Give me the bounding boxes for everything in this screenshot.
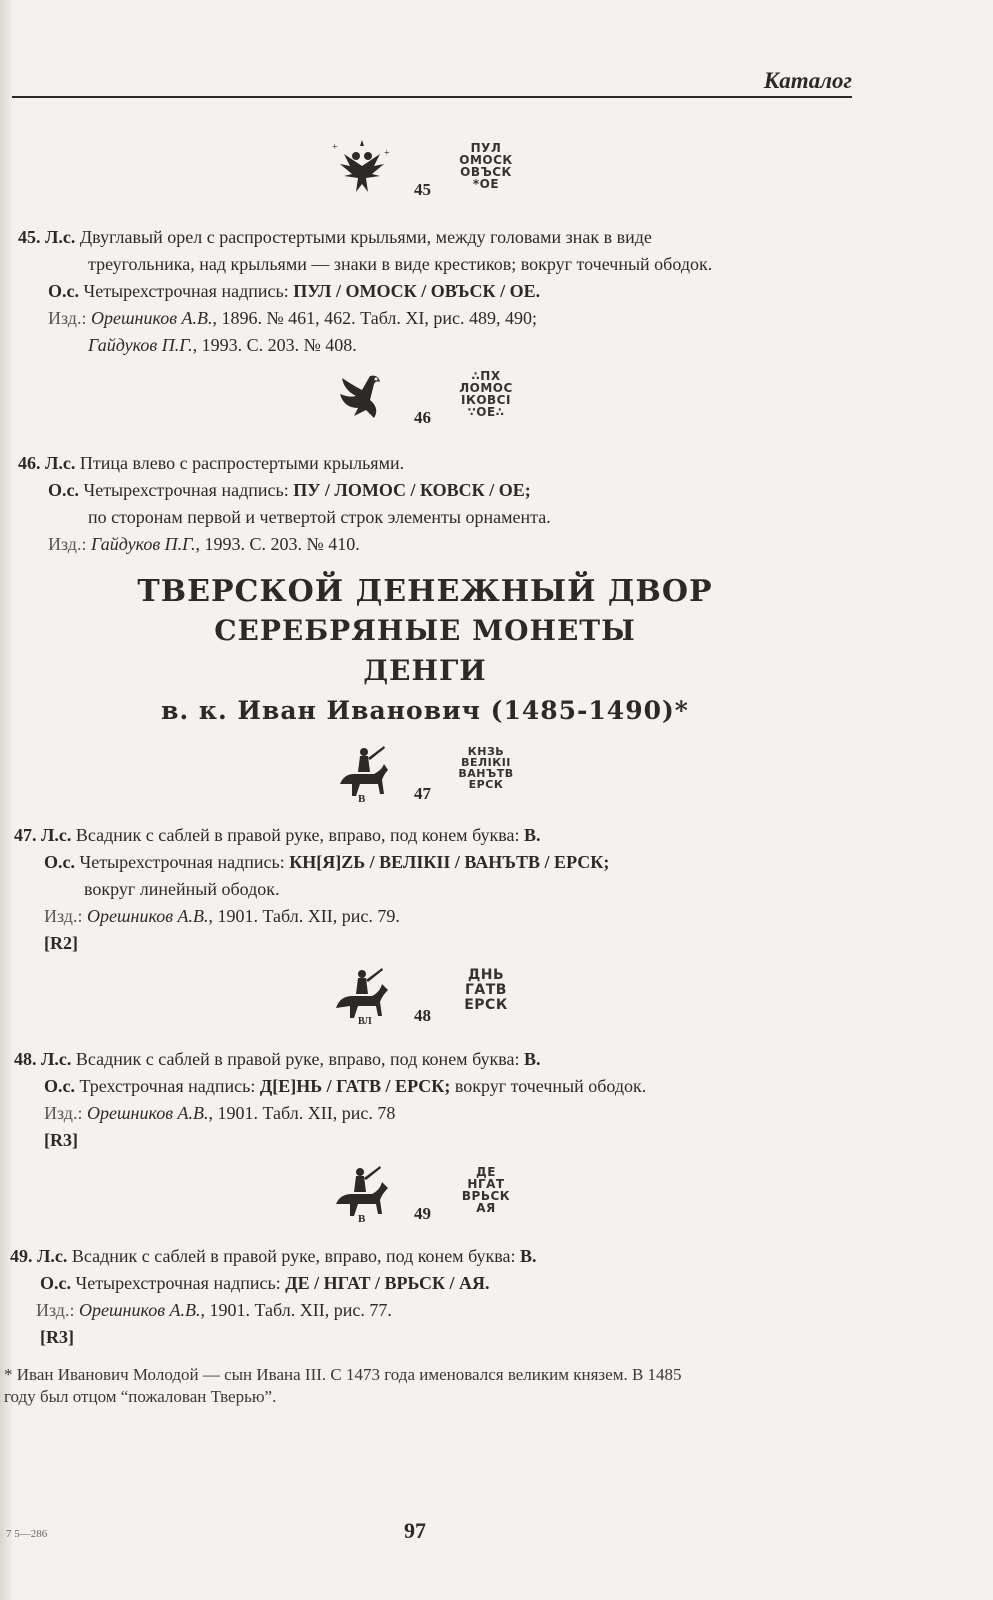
horseman-image — [330, 740, 394, 804]
publication-ref: , 1901. Табл. XII, рис. 78 — [208, 1103, 396, 1123]
reverse-text: Четырехстрочная надпись: — [79, 852, 285, 872]
coin-inscription-image: ∴ПХ ЛОМОС ІКОВСІ ∵ОЕ∴ — [459, 369, 513, 419]
reverse-text: Четырехстрочная надпись: — [75, 1273, 281, 1293]
page-number: 97 — [404, 1518, 426, 1543]
publication-ref: , 1993. С. 203. № 410. — [195, 534, 360, 554]
svg-text:В: В — [358, 1213, 366, 1224]
publication-label: Изд.: — [48, 308, 87, 328]
section-heading-mint: ТВЕРСКОЙ ДЕНЕЖНЫЙ ДВОР — [137, 574, 713, 609]
bird-image — [330, 364, 394, 428]
obverse-label: 49. Л.с. — [10, 1246, 68, 1266]
obverse-text: Всадник с саблей в правой руке, вправо, под конем буква: — [75, 1049, 520, 1069]
double-headed-eagle-image — [330, 136, 394, 200]
folio-signature: 7 5—286 — [6, 1528, 48, 1540]
publication-label: Изд.: — [44, 1103, 83, 1123]
coin-images-49 — [330, 1160, 530, 1230]
obverse-label: 45. Л.с. — [18, 227, 76, 247]
rarity-badge: [R3] — [44, 1130, 78, 1150]
obverse-label: 46. Л.с. — [18, 453, 76, 473]
publication-author: Орешников А.В. — [90, 308, 213, 328]
footnote-line: году был отцом “пожалован Тверью”. — [4, 1387, 277, 1406]
horseman-image — [330, 1160, 394, 1224]
coin-number: 48 — [414, 1006, 431, 1025]
reverse-label: О.с. — [44, 1076, 75, 1096]
coin-inscription-image: КНЗЬ ВЕЛІКІІ ВАНЪТВ ЕРСК — [458, 745, 514, 791]
running-header-title: Каталог — [763, 68, 852, 93]
publication-label: Изд.: — [44, 906, 83, 926]
publication-label: Изд.: — [36, 1300, 75, 1320]
reverse-text-tail: вокруг точечный ободок. — [454, 1076, 647, 1096]
coin-number: 45 — [414, 180, 431, 199]
coin-images-46 — [330, 364, 530, 434]
obverse-label: 47. Л.с. — [14, 825, 72, 845]
coin-inscription-image: ДНЬ ГАТВ ЕРСК — [464, 967, 508, 1013]
coin-number: 49 — [414, 1204, 431, 1223]
obverse-text: Всадник с саблей в правой руке, вправо, под конем буква: — [71, 1246, 516, 1266]
publication-ref: , 1993. С. 203. № 408. — [192, 335, 357, 355]
reverse-text: Трехстрочная надпись: — [79, 1076, 256, 1096]
reverse-text: Четырехстрочная надпись: — [83, 480, 289, 500]
obverse-text: Птица влево с распростертыми крыльями. — [79, 453, 405, 473]
reverse-label: О.с. — [44, 852, 75, 872]
coin-inscription-image: ПУЛ ОМОСК ОВЪСК *ОЕ — [459, 141, 513, 191]
svg-text:В: В — [358, 793, 366, 804]
reverse-inscription: ДЕ / НГАТ / ВРЬСК / АЯ. — [285, 1273, 490, 1293]
publication-author: Гайдуков П.Г. — [88, 335, 193, 355]
obverse-letter: В. — [520, 1246, 537, 1266]
reverse-text-cont: вокруг линейный ободок. — [84, 879, 280, 899]
horseman-image — [330, 962, 394, 1026]
reverse-label: О.с. — [48, 480, 79, 500]
publication-label: Изд.: — [48, 534, 87, 554]
svg-text:+: + — [384, 148, 390, 159]
reverse-text: Четырехстрочная надпись: — [83, 281, 289, 301]
svg-text:ВЛ: ВЛ — [358, 1016, 372, 1026]
running-header — [12, 64, 852, 98]
coin-images-48 — [330, 962, 530, 1032]
publication-ref: , 1901. Табл. XII, рис. 77. — [200, 1300, 392, 1320]
section-heading-ruler: в. к. Иван Иванович (1485-1490)* — [161, 696, 689, 725]
obverse-text-cont: треугольника, над крыльями — знаки в виде крестиков; вокруг точечный ободок. — [88, 254, 713, 274]
publication-ref: , 1901. Табл. XII, рис. 79. — [208, 906, 400, 926]
obverse-text: Всадник с саблей в правой руке, вправо, под конем буква: — [75, 825, 520, 845]
rarity-badge: [R2] — [44, 933, 78, 953]
reverse-inscription: Д[Е]НЬ / ГАТВ / ЕРСК; — [259, 1076, 451, 1096]
publication-author: Орешников А.В. — [78, 1300, 201, 1320]
section-heading-dengi: ДЕНГИ — [363, 654, 487, 687]
obverse-letter: В. — [524, 1049, 541, 1069]
section-heading-silver-coins: СЕРЕБРЯНЫЕ МОНЕТЫ — [214, 614, 636, 647]
publication-author: Гайдуков П.Г. — [90, 534, 196, 554]
coin-number: 46 — [414, 408, 431, 427]
rarity-badge: [R3] — [40, 1327, 74, 1347]
publication-ref: , 1896. № 461, 462. Табл. XI, рис. 489, 490; — [212, 308, 538, 328]
publication-author: Орешников А.В. — [86, 906, 209, 926]
reverse-inscription: ПУ / ЛОМОС / КОВСК / ОЕ; — [293, 480, 531, 500]
svg-text:+: + — [332, 142, 338, 153]
reverse-label: О.с. — [40, 1273, 71, 1293]
reverse-inscription: КН[Я]ZЬ / ВЕЛІКІІ / ВАНЪТВ / ЕРСК; — [289, 852, 610, 872]
coin-images-45 — [330, 136, 530, 206]
footnote-line: * Иван Иванович Молодой — сын Ивана III. С 1473 года именовался великим князем. В 1485 — [4, 1365, 682, 1384]
coin-inscription-image: ДЕ НГАТ ВРЬСК АЯ — [461, 1165, 511, 1215]
obverse-label: 48. Л.с. — [14, 1049, 72, 1069]
publication-author: Орешников А.В. — [86, 1103, 209, 1123]
footnote — [4, 1364, 864, 1408]
obverse-letter: В. — [524, 825, 541, 845]
reverse-label: О.с. — [48, 281, 79, 301]
page-edge-shadow — [0, 0, 14, 1600]
obverse-text: Двуглавый орел с распростертыми крыльями, между головами знак в виде — [79, 227, 652, 247]
coin-number: 47 — [414, 784, 431, 803]
coin-images-47 — [330, 740, 530, 810]
reverse-inscription: ПУЛ / ОМОСК / ОВЪСК / ОЕ. — [293, 281, 541, 301]
reverse-text-cont: по сторонам первой и четвертой строк элементы орнамента. — [88, 507, 551, 527]
